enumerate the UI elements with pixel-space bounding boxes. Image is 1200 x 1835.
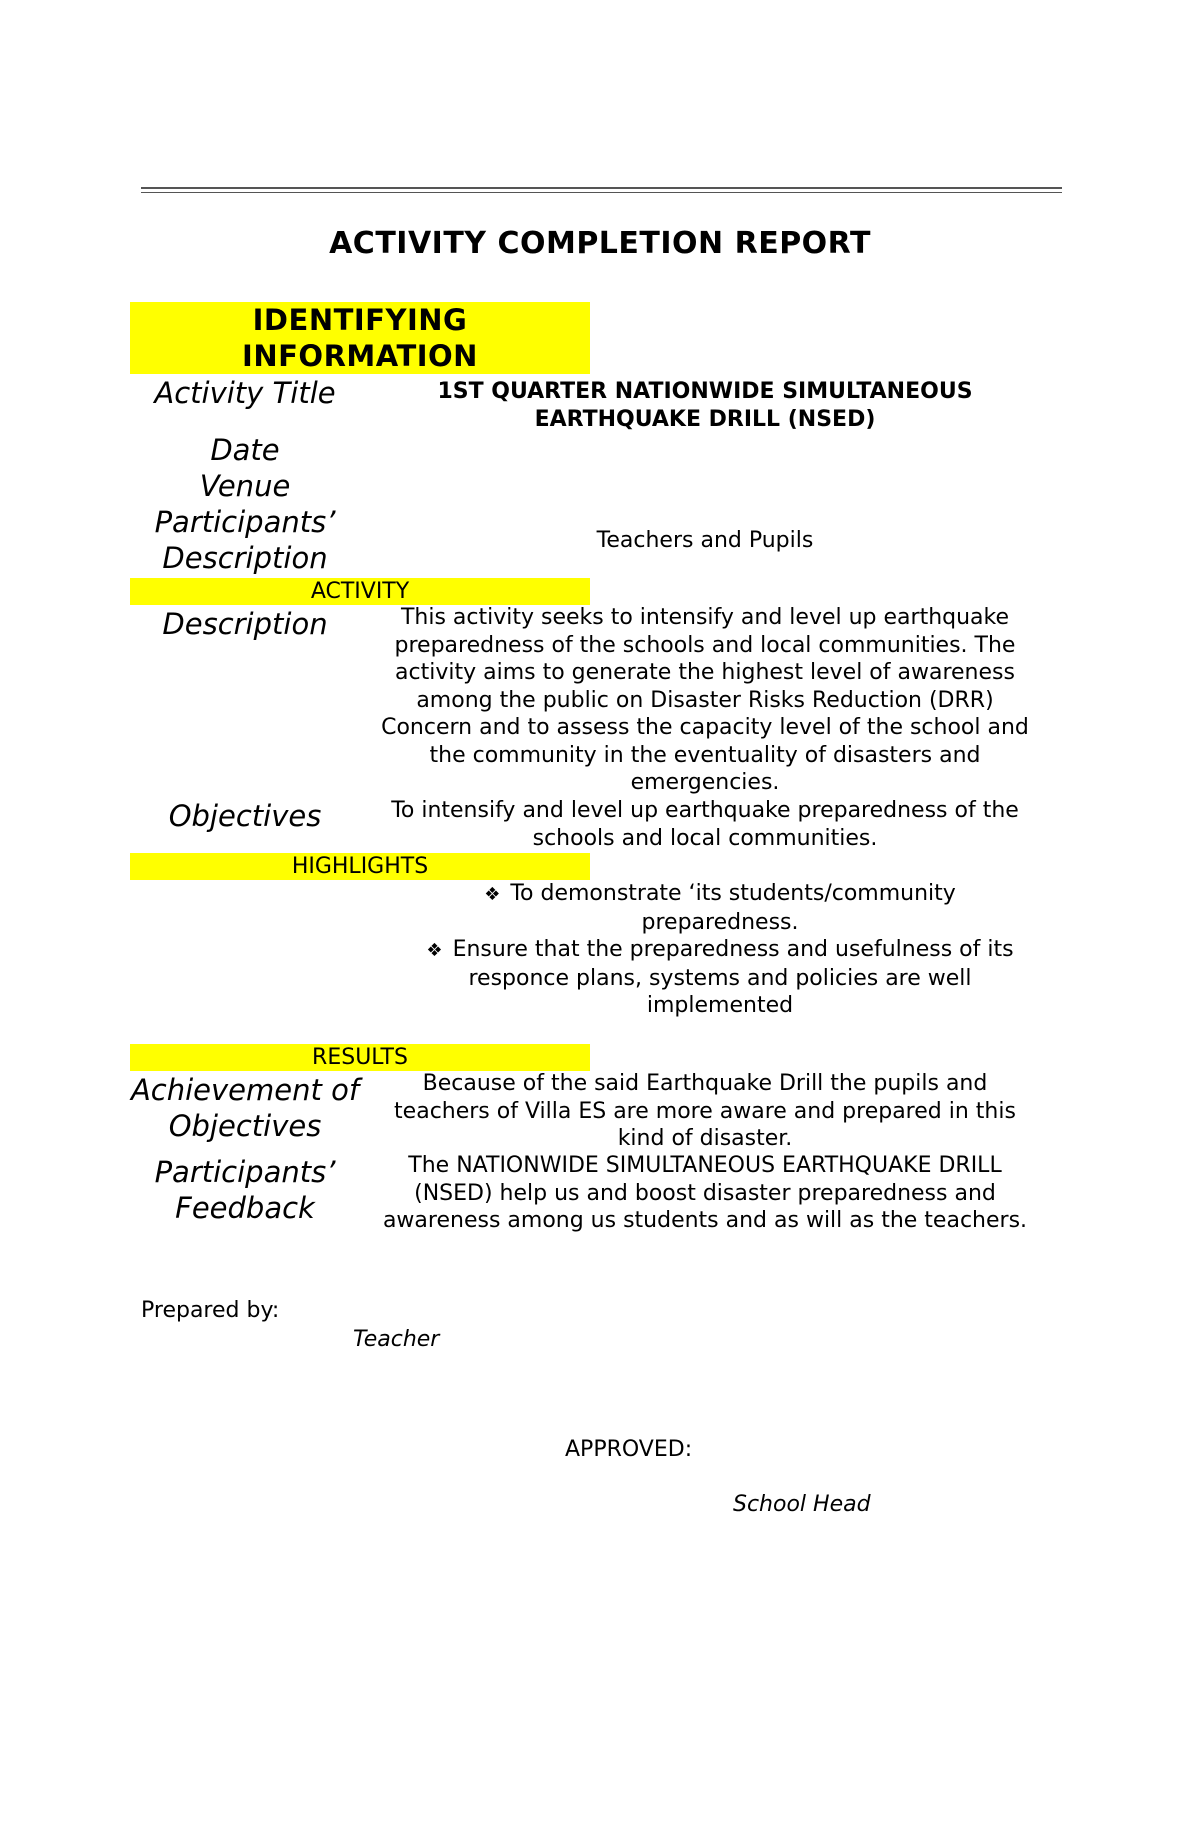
identifying-heading: IDENTIFYING INFORMATION <box>242 303 478 373</box>
highlights-heading: HIGHLIGHTS <box>291 854 429 879</box>
report-title: ACTIVITY COMPLETION REPORT <box>329 226 871 261</box>
approved-label: APPROVED: <box>565 1437 693 1462</box>
description-value: This activity seeks to intensify and level up earthquake preparedness of the schools and local communities. The activity aims to generate the highest level of awareness among the public on Disaster Risks Reduction (DRR) Concern and to assess the capacity level of the school and the community in the eventuality of disasters and emergencies. <box>381 605 1029 795</box>
top-rule-thin <box>141 192 1062 193</box>
highlight-text: Ensure that the preparedness and usefulness of its responce plans, systems and policies are well implemented <box>452 937 1014 1018</box>
feedback-value: The NATIONWIDE SIMULTANEOUS EARTHQUAKE DRILL (NSED) help us and boost disaster preparedness and awareness among us students and as will as the teachers. <box>382 1153 1028 1233</box>
date-label: Date <box>210 433 280 467</box>
feedback-label: Participants’ Feedback <box>154 1155 336 1225</box>
top-rule <box>141 187 1062 189</box>
approved-role: School Head <box>733 1492 871 1517</box>
activity-heading: ACTIVITY <box>310 579 410 604</box>
venue-label: Venue <box>199 469 291 503</box>
diamond-bullet-icon: ❖ <box>426 940 443 961</box>
objectives-label: Objectives <box>168 799 322 833</box>
participants-value: Teachers and Pupils <box>596 528 814 553</box>
description-label: Description <box>162 607 328 641</box>
list-item <box>420 936 1020 1020</box>
results-heading: RESULTS <box>312 1045 408 1070</box>
achievement-value: Because of the said Earthquake Drill the pupils and teachers of Villa ES are more aware and prepared in this kind of disaster. <box>394 1071 1016 1151</box>
diamond-bullet-icon: ❖ <box>484 884 501 905</box>
prepared-by-label: Prepared by: <box>141 1298 280 1323</box>
list-item <box>420 880 1020 936</box>
participants-label: Participants’ Description <box>154 505 336 575</box>
objectives-value: To intensify and level up earthquake preparedness of the schools and local communities. <box>391 798 1019 851</box>
activity-title-label: Activity Title <box>154 376 336 410</box>
prepared-role: Teacher <box>353 1327 440 1352</box>
activity-title-value: 1ST QUARTER NATIONWIDE SIMULTANEOUS EARTHQUAKE DRILL (NSED) <box>437 379 973 432</box>
achievement-label: Achievement of Objectives <box>130 1073 360 1143</box>
highlight-text: To demonstrate ‘its students/community preparedness. <box>510 881 956 935</box>
highlights-list <box>420 880 1020 1020</box>
